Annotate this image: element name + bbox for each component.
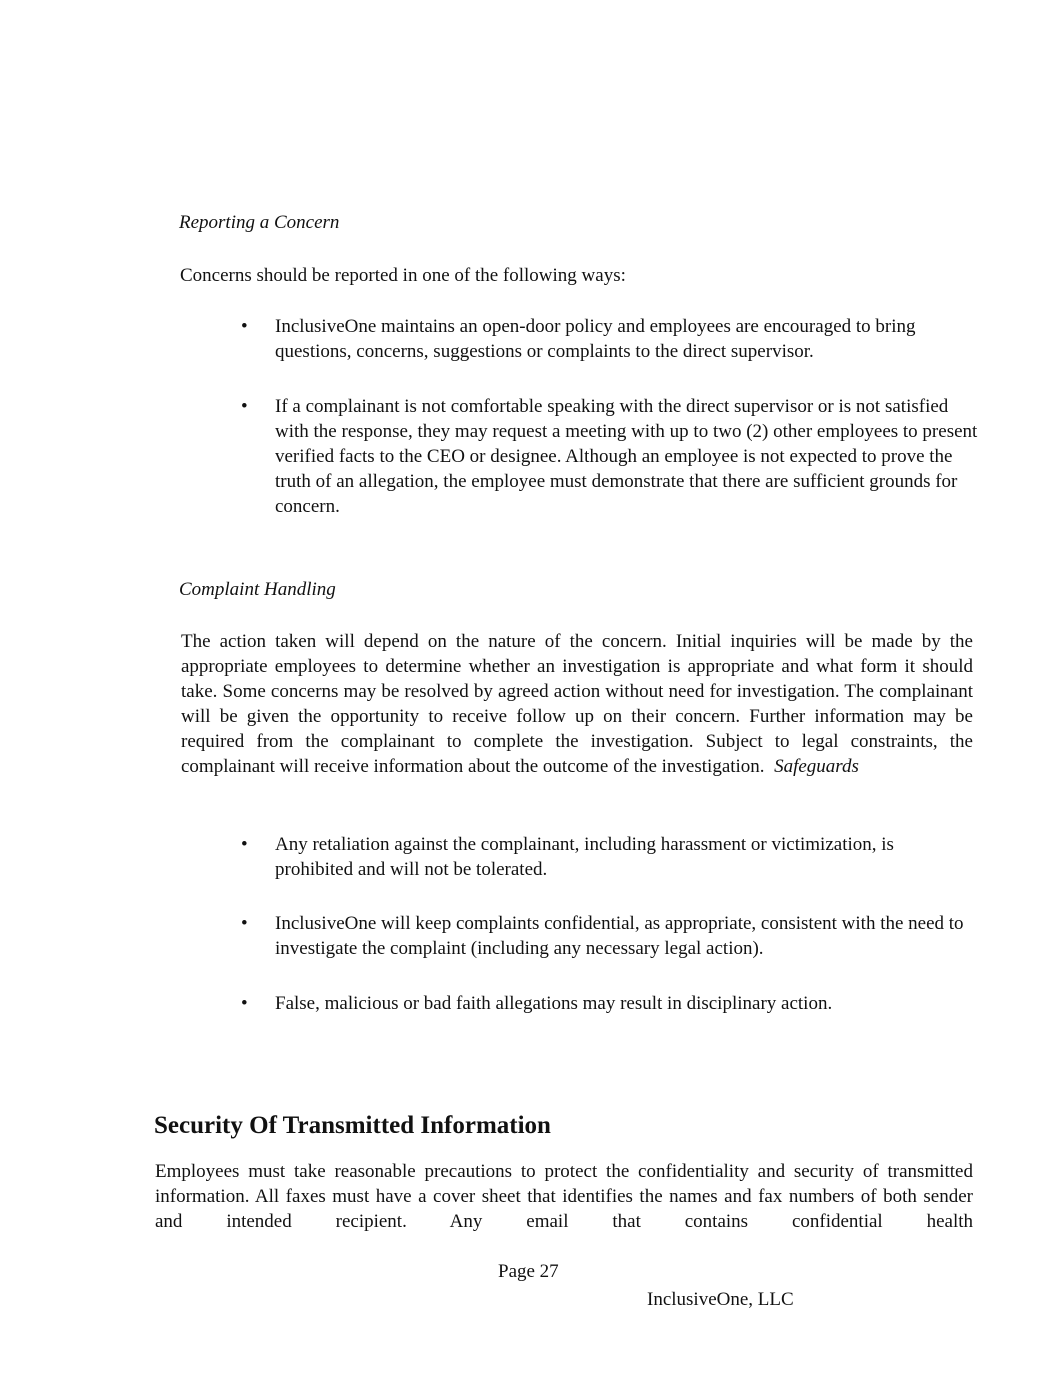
list-item-text: InclusiveOne will keep complaints confidential, as appropriate, consistent with the need to investigate the complaint (including any necessary legal action). (275, 913, 964, 959)
list-item (241, 832, 965, 882)
complaint-handling-paragraph (181, 629, 973, 779)
list-item (241, 991, 975, 1016)
bullet-icon: • (241, 913, 248, 934)
reporting-concern-intro: Concerns should be reported in one of the following ways: (180, 265, 626, 286)
complaint-handling-heading: Complaint Handling (179, 579, 336, 600)
reporting-concern-heading: Reporting a Concern (179, 212, 340, 233)
list-item-text: InclusiveOne maintains an open-door policy and employees are encouraged to bring questions, concerns, suggestions or complaints to the direct supervisor. (275, 316, 916, 362)
list-item-text: False, malicious or bad faith allegations may result in disciplinary action. (275, 993, 833, 1014)
bullet-icon: • (241, 993, 248, 1014)
complaint-handling-text: The action taken will depend on the nature of the concern. Initial inquiries will be made by the appropriate employees to determine whether an investigation is appropriate and what form it should take. Some concerns may be resolved by agreed action without need for investigation. The complainant will be given the opportunity to receive follow up on their concern. Further information may be required from the complainant to complete the investigation. Subject to legal constraints, the complainant will receive information about the outcome of the investigation. (181, 631, 973, 777)
safeguards-subheading: Safeguards (774, 756, 859, 777)
security-section-title: Security Of Transmitted Information (154, 1112, 551, 1139)
list-item (241, 911, 975, 961)
security-paragraph: Employees must take reasonable precautions to protect the confidentiality and security of transmitted information. All faxes must have a cover sheet that identifies the names and fax numbers of both sender and intended recipient. Any email that contains confidential health (155, 1161, 973, 1232)
list-item (241, 314, 985, 364)
page-number: Page 27 (498, 1261, 559, 1282)
bullet-icon: • (241, 834, 248, 855)
list-item-text: If a complainant is not comfortable speaking with the direct supervisor or is not satisfied with the response, they may request a meeting with up to two (2) other employees to present verified facts to the CEO or designee. Although an employee is not expected to prove the truth of an allegation, the employee must demonstrate that there are sufficient grounds for concern. (275, 396, 978, 517)
bullet-icon: • (241, 316, 248, 337)
list-item-text: Any retaliation against the complainant, including harassment or victimization, is prohibited and will not be tolerated. (275, 834, 894, 880)
company-name: InclusiveOne, LLC (647, 1289, 794, 1310)
bullet-icon: • (241, 396, 248, 417)
list-item (241, 394, 985, 519)
